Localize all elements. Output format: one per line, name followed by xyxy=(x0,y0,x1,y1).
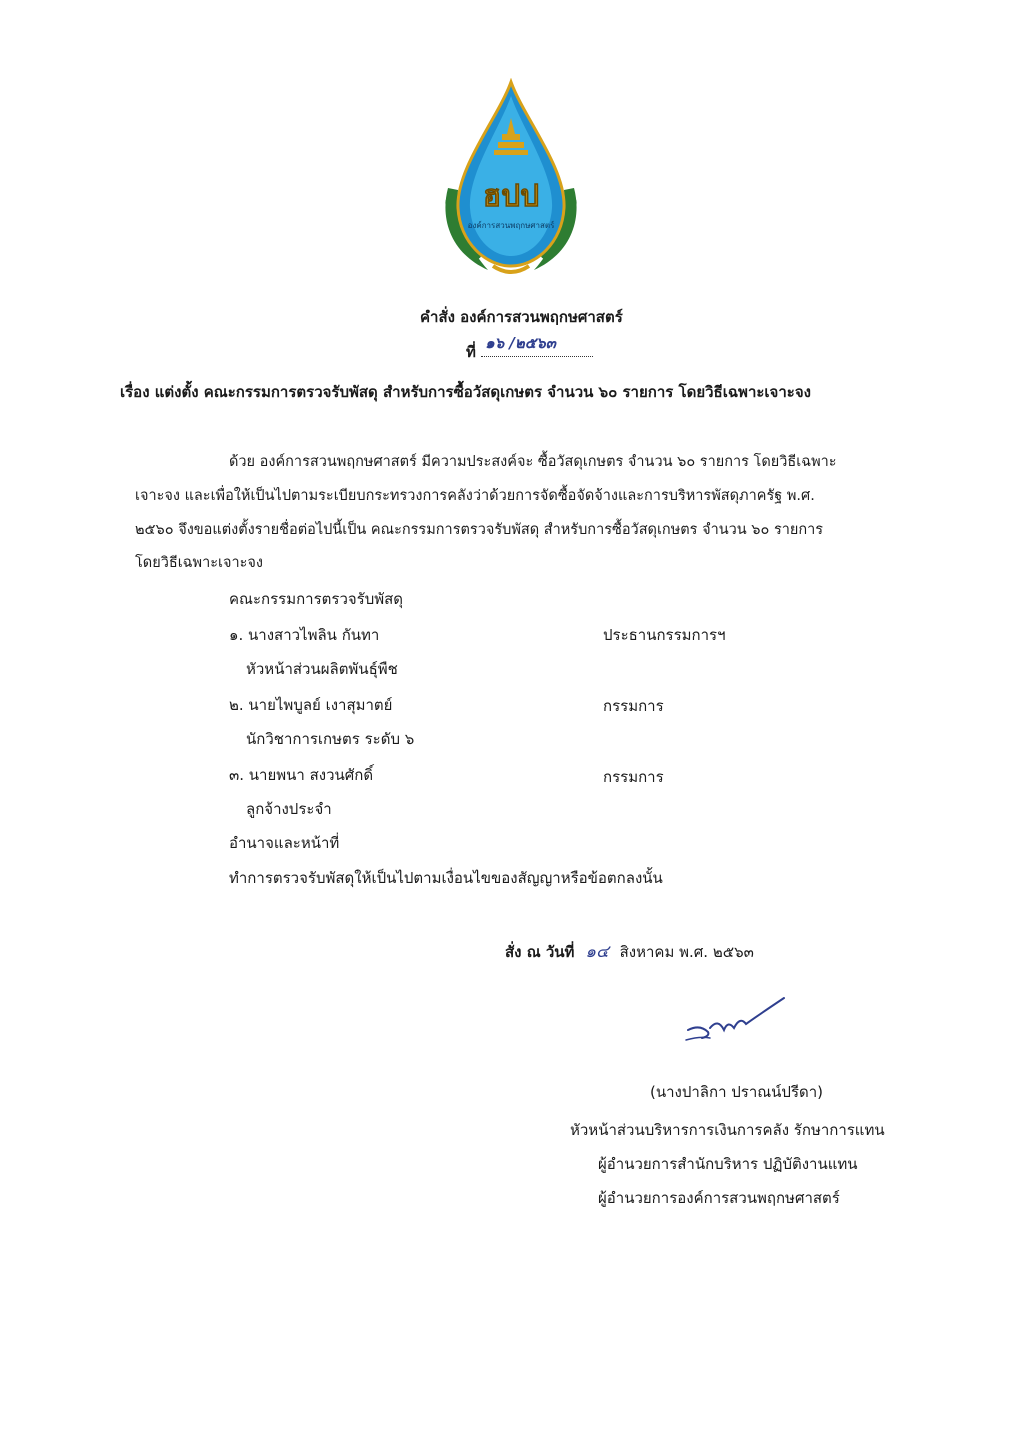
organization-logo xyxy=(438,78,584,278)
signer-title-2: ผู้อำนวยการสำนักบริหาร ปฏิบัติงานแทน xyxy=(598,1155,858,1173)
signer-name: (นางปาลิกา ปราณน์ปรีดา) xyxy=(650,1083,824,1101)
member-2-position: นักวิชาการเกษตร ระดับ ๖ xyxy=(246,730,415,748)
body-line-1: ด้วย องค์การสวนพฤกษศาสตร์ มีความประสงค์จะ ซื้อวัสดุเกษตร จำนวน ๖๐ รายการ โดยวิธีเฉพาะ xyxy=(229,454,837,470)
member-3-name: ๓. นายพนา สงวนศักดิ์ xyxy=(229,766,374,784)
member-2-role: กรรมการ xyxy=(603,697,664,715)
committee-heading: คณะกรรมการตรวจรับพัสดุ xyxy=(229,590,404,608)
svg-text:องค์การสวนพฤกษศาสตร์: องค์การสวนพฤกษศาสตร์ xyxy=(467,221,555,230)
order-number-field xyxy=(481,334,593,357)
signer-title-1: หัวหน้าส่วนบริหารการเงินการคลัง รักษาการแทน xyxy=(570,1121,885,1139)
signer-title-3: ผู้อำนวยการองค์การสวนพฤกษศาสตร์ xyxy=(598,1189,840,1207)
body-line-3: ๒๕๖๐ จึงขอแต่งตั้งรายชื่อต่อไปนี้เป็น คณะกรรมการตรวจรับพัสดุ สำหรับการซื้อวัสดุเกษตร จำนวน ๖๐ รายการ xyxy=(135,522,824,538)
signature xyxy=(680,990,790,1050)
member-1-name: ๑. นางสาวไพลิน กันทา xyxy=(229,626,380,644)
order-subject: เรื่อง แต่งตั้ง คณะกรรมการตรวจรับพัสดุ สำหรับการซื้อวัสดุเกษตร จำนวน ๖๐ รายการ โดยวิธีเฉพาะเจาะจง xyxy=(120,383,811,401)
member-2-name: ๒. นายไพบูลย์ เงาสุมาตย์ xyxy=(229,696,393,714)
member-1-role: ประธานกรรมการฯ xyxy=(603,626,726,644)
order-date xyxy=(505,938,754,965)
date-rest: สิงหาคม พ.ศ. ๒๕๖๓ xyxy=(619,943,754,961)
order-number-row xyxy=(466,334,593,364)
svg-text:ฮปป: ฮปป xyxy=(482,179,540,214)
body-line-4: โดยวิธีเฉพาะเจาะจง xyxy=(135,555,263,571)
duties-text: ทำการตรวจรับพัสดุให้เป็นไปตามเงื่อนไขของสัญญาหรือข้อตกลงนั้น xyxy=(229,869,663,887)
date-prefix: สั่ง ณ วันที่ xyxy=(505,943,575,961)
member-3-role: กรรมการ xyxy=(603,768,664,786)
order-number-label: ที่ xyxy=(466,343,476,361)
member-3-position: ลูกจ้างประจำ xyxy=(246,800,332,818)
body-line-2: เจาะจง และเพื่อให้เป็นไปตามระเบียบกระทรวงการคลังว่าด้วยการจัดซื้อจัดจ้างและการบริหารพัสดุภาครัฐ พ.ศ. xyxy=(135,488,815,504)
date-day-handwritten: ๑๔ xyxy=(585,942,609,962)
order-number-handwritten: ๑๖ /๒๕๖๓ xyxy=(485,334,556,352)
member-1-position: หัวหน้าส่วนผลิตพันธุ์พืช xyxy=(246,660,398,678)
duties-heading: อำนาจและหน้าที่ xyxy=(229,834,340,852)
order-title: คำสั่ง องค์การสวนพฤกษศาสตร์ xyxy=(420,308,623,326)
